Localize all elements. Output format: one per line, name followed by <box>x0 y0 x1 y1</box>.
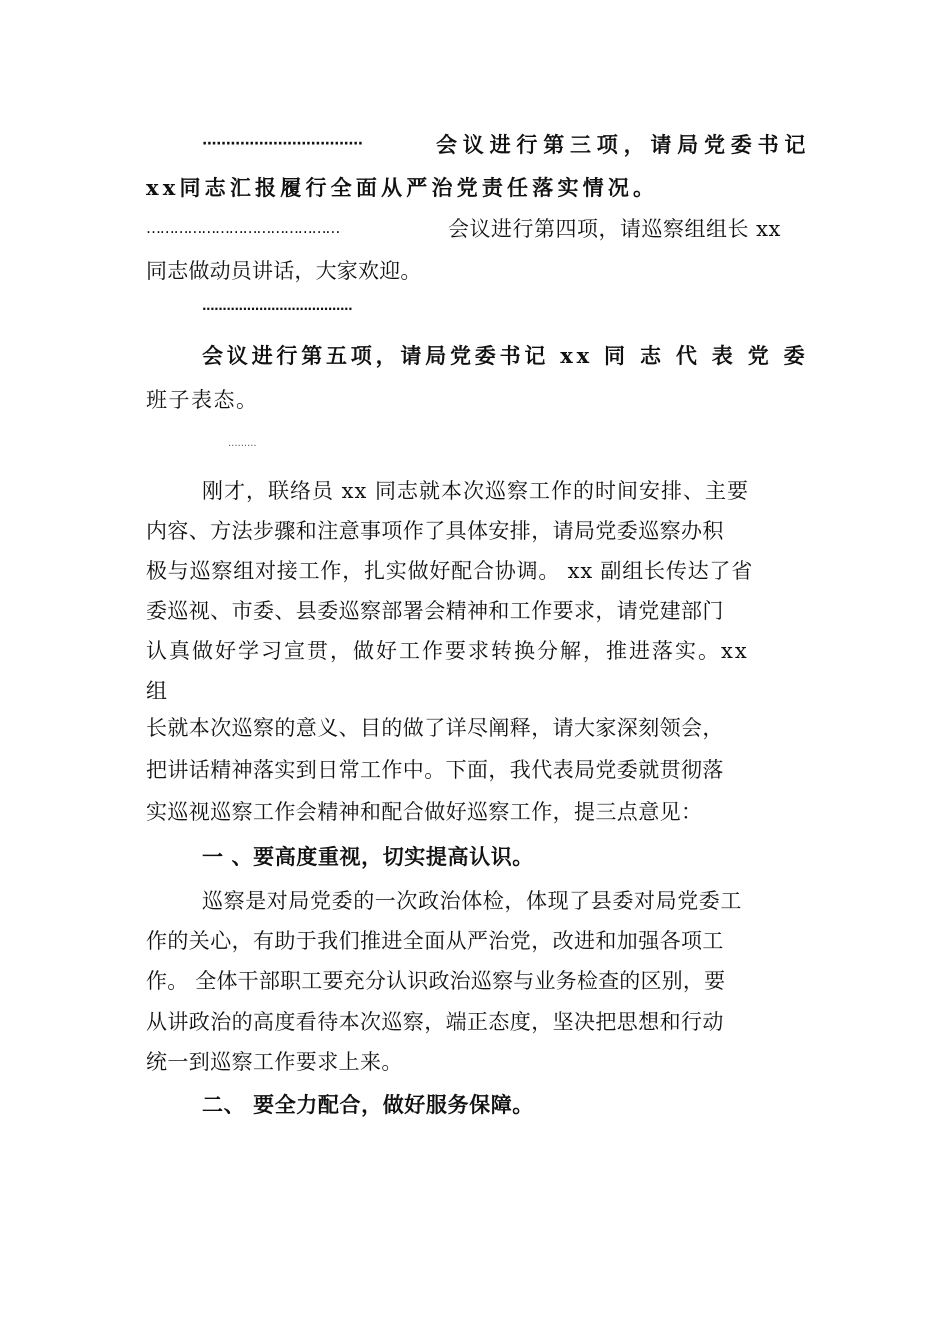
agenda-item-5-line-1: 会议进行第五项，请局党委书记 xx 同 志 代 表 党 委 <box>202 343 809 368</box>
speech-line-2: 内容、方法步骤和注意事项作了具体安排，请局党委巡察办积 <box>146 519 724 543</box>
dot-leader: …………………………………… <box>146 219 340 237</box>
speech-line-5: 认真做好学习宣贯，做好工作要求转换分解，推进落实。xx <box>146 639 749 663</box>
dot-leader-small: ......... <box>228 438 257 449</box>
agenda-item-4-line-1: 会议进行第四项，请巡察组组长 xx <box>448 217 781 241</box>
speech-line-7: 长就本次巡察的意义、目的做了详尽阐释，请大家深刻领会， <box>146 716 724 740</box>
section-1-line-3: 作。 全体干部职工要充分认识政治巡察与业务检查的区别，要 <box>146 969 726 993</box>
agenda-item-3-line-2: xx同志汇报履行全面从严治党责任落实情况。 <box>146 175 659 200</box>
agenda-item-5-line-2: 班子表态。 <box>146 388 259 412</box>
agenda-item-4-line-2: 同志做动员讲话，大家欢迎。 <box>146 259 422 283</box>
speech-line-1: 刚才，联络员 xx 同志就本次巡察工作的时间安排、主要 <box>202 479 750 503</box>
section-heading-1: 一 、要高度重视，切实提高认识。 <box>202 844 534 869</box>
dot-leader: ·································· <box>202 136 363 152</box>
speech-line-6: 组 <box>146 679 167 703</box>
speech-line-9: 实巡视巡察工作会精神和配合做好巡察工作，提三点意见： <box>146 800 703 824</box>
section-1-line-1: 巡察是对局党委的一次政治体检，体现了县委对局党委工 <box>202 889 742 913</box>
speech-line-8: 把讲话精神落实到日常工作中。下面，我代表局党委就贯彻落 <box>146 758 724 782</box>
section-1-line-5: 统一到巡察工作要求上来。 <box>146 1050 403 1074</box>
agenda-item-3-line-1: 会议进行第三项，请局党委书记 <box>436 132 812 157</box>
section-1-line-2: 作的关心，有助于我们推进全面从严治党，改进和加强各项工 <box>146 929 724 953</box>
speech-line-3: 极与巡察组对接工作，扎实做好配合协调。 xx 副组长传达了省 <box>146 559 754 583</box>
section-1-line-4: 从讲政治的高度看待本次巡察，端正态度，坚决把思想和行动 <box>146 1010 724 1034</box>
dot-leader: ····································· <box>202 302 353 316</box>
speech-line-4: 委巡视、市委、县委巡察部署会精神和工作要求，请党建部门 <box>146 599 724 623</box>
section-heading-2: 二、 要全力配合，做好服务保障。 <box>202 1092 534 1117</box>
